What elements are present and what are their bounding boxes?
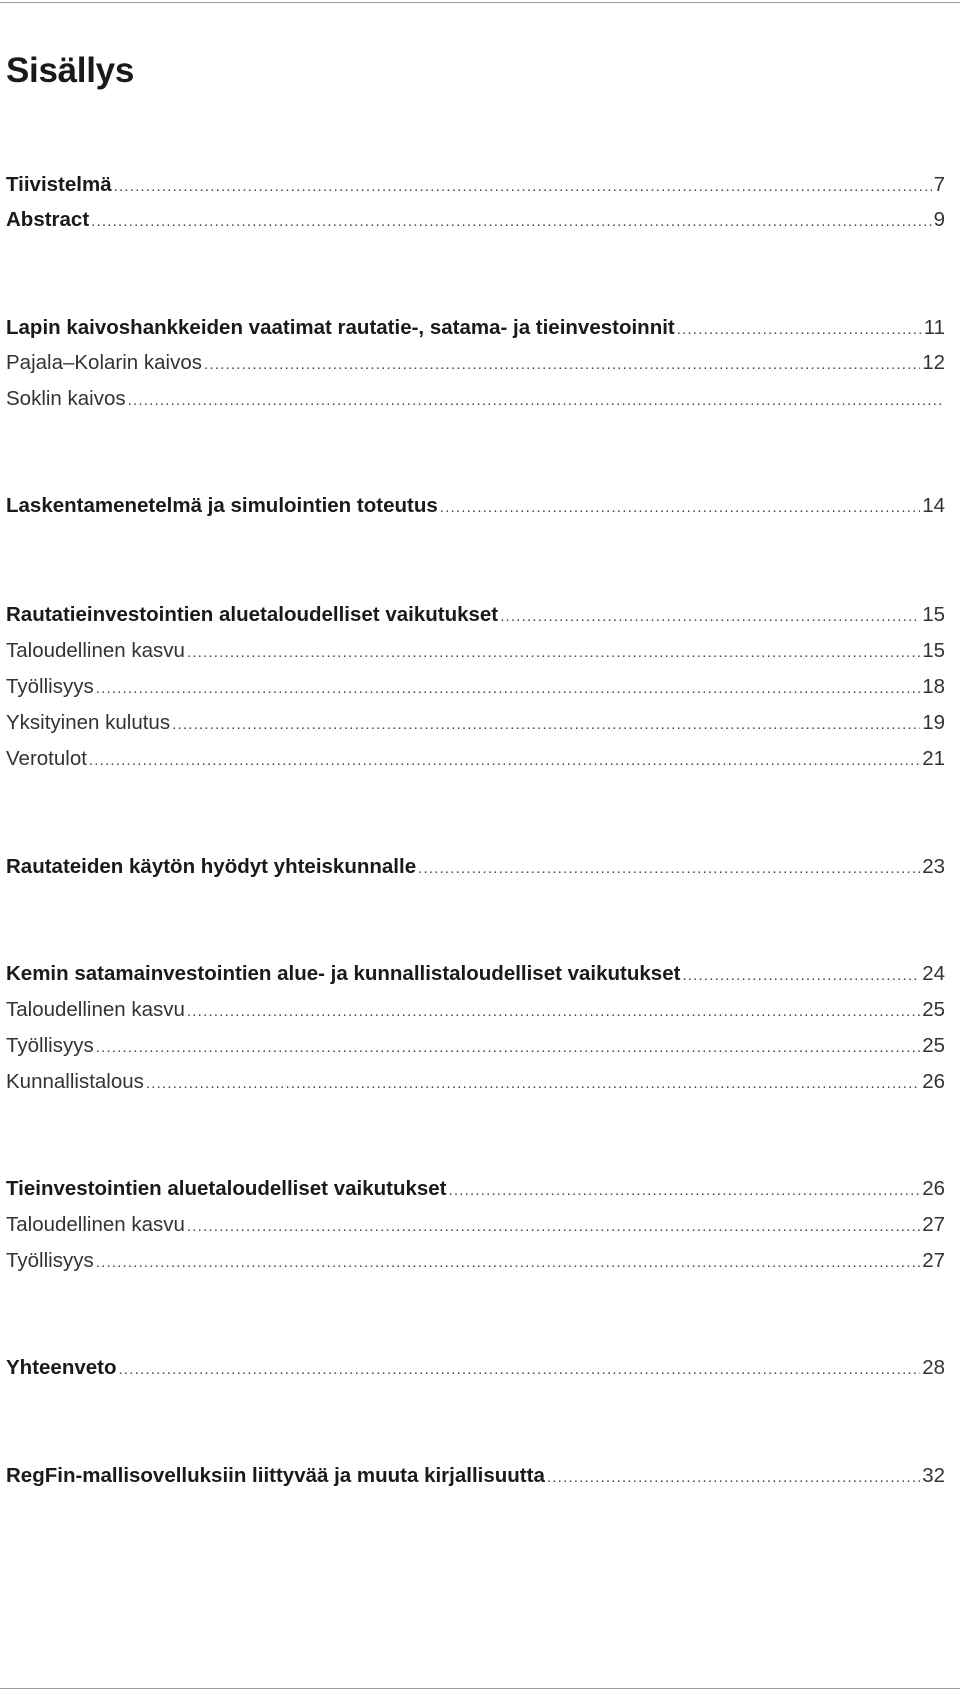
toc-entry-label: Lapin kaivoshankkeiden vaatimat rautatie-, satama- ja tieinvestoinnit bbox=[6, 316, 675, 339]
toc-leader-dots bbox=[187, 638, 920, 668]
bottom-rule bbox=[0, 1688, 960, 1689]
toc-entry-lapin-kaivoshankkeet[interactable] bbox=[6, 313, 945, 343]
toc-entry-label: Rautatieinvestointien aluetaloudelliset vaikutukset bbox=[6, 603, 499, 626]
toc-entry-label: Taloudellinen kasvu bbox=[6, 1213, 185, 1236]
toc-entry-rautateiden-hyodyt[interactable] bbox=[6, 852, 945, 882]
toc-entry-abstract[interactable] bbox=[6, 205, 945, 235]
toc-entry-taloudellinen-kasvu[interactable] bbox=[6, 1210, 945, 1240]
toc-leader-dots bbox=[96, 1248, 920, 1278]
toc-entry-page: 25 bbox=[922, 998, 945, 1021]
toc-entry-label: Työllisyys bbox=[6, 1034, 94, 1057]
toc-leader-dots bbox=[547, 1463, 920, 1493]
toc-entry-rautatieinvestoinnit[interactable] bbox=[6, 600, 945, 630]
toc-entry-label: Taloudellinen kasvu bbox=[6, 639, 185, 662]
toc-entry-label: Työllisyys bbox=[6, 1249, 94, 1272]
toc-entry-page: 18 bbox=[922, 675, 945, 698]
toc-entry-tyollisyys[interactable] bbox=[6, 672, 945, 702]
toc-entry-page: 21 bbox=[922, 747, 945, 770]
toc-entry-tiivistelma[interactable] bbox=[6, 170, 945, 200]
toc-entry-label: Pajala–Kolarin kaivos bbox=[6, 351, 203, 374]
toc-entry-label: Taloudellinen kasvu bbox=[6, 998, 185, 1021]
toc-leader-dots bbox=[682, 961, 920, 991]
toc-leader-dots bbox=[119, 1355, 921, 1385]
toc-entry-kunnallistalous[interactable] bbox=[6, 1067, 945, 1097]
toc-entry-kirjallisuus[interactable] bbox=[6, 1461, 945, 1491]
toc-leader-dots bbox=[449, 1176, 921, 1206]
toc-entry-page: 15 bbox=[922, 603, 945, 626]
toc-entry-label: Kunnallistalous bbox=[6, 1070, 144, 1093]
toc-entry-page: 19 bbox=[922, 711, 945, 734]
toc-leader-dots bbox=[440, 493, 920, 523]
toc-entry-label: Tieinvestointien aluetaloudelliset vaikutukset bbox=[6, 1177, 447, 1200]
toc-entry-label: Rautateiden käytön hyödyt yhteiskunnalle bbox=[6, 855, 417, 878]
page-title: Sisällys bbox=[6, 51, 134, 90]
toc-entry-page: 15 bbox=[922, 639, 945, 662]
toc-leader-dots bbox=[204, 350, 920, 380]
toc-leader-dots bbox=[89, 746, 920, 776]
toc-entry-kemin-satama[interactable] bbox=[6, 959, 945, 989]
toc-entry-yksityinen-kulutus[interactable] bbox=[6, 708, 945, 738]
toc-entry-page: 25 bbox=[922, 1034, 945, 1057]
toc-leader-dots bbox=[146, 1069, 920, 1099]
toc-entry-label: Yksityinen kulutus bbox=[6, 711, 171, 734]
toc-leader-dots bbox=[91, 207, 931, 237]
toc-entry-tyollisyys[interactable] bbox=[6, 1246, 945, 1276]
toc-leader-dots bbox=[500, 602, 920, 632]
toc-leader-dots bbox=[128, 386, 943, 416]
toc-entry-page: 9 bbox=[933, 208, 945, 231]
toc-entry-page: 27 bbox=[922, 1249, 945, 1272]
toc-leader-dots bbox=[96, 674, 920, 704]
toc-entry-page: 12 bbox=[922, 351, 945, 374]
toc-entry-page: 11 bbox=[923, 316, 945, 339]
top-rule bbox=[0, 2, 960, 3]
toc-entry-label: Yhteenveto bbox=[6, 1356, 117, 1379]
toc-entry-page: 27 bbox=[922, 1213, 945, 1236]
toc-entry-taloudellinen-kasvu[interactable] bbox=[6, 636, 945, 666]
toc-leader-dots bbox=[418, 854, 920, 884]
toc-entry-label: Verotulot bbox=[6, 747, 87, 770]
toc-leader-dots bbox=[187, 997, 920, 1027]
toc-leader-dots bbox=[677, 315, 922, 345]
toc-leader-dots bbox=[114, 172, 932, 202]
toc-entry-page: 28 bbox=[922, 1356, 945, 1379]
toc-entry-label: Kemin satamainvestointien alue- ja kunnallistaloudelliset vaikutukset bbox=[6, 962, 681, 985]
toc-entry-laskentamenetelma[interactable] bbox=[6, 491, 945, 521]
toc-entry-taloudellinen-kasvu[interactable] bbox=[6, 995, 945, 1025]
toc-entry-sokli[interactable] bbox=[6, 384, 945, 414]
toc-entry-page: 23 bbox=[922, 855, 945, 878]
toc-entry-label: Tiivistelmä bbox=[6, 173, 112, 196]
toc-entry-label: Abstract bbox=[6, 208, 90, 231]
toc-entry-label: Soklin kaivos bbox=[6, 387, 126, 410]
toc-entry-page: 26 bbox=[922, 1177, 945, 1200]
toc-entry-tieinvestoinnit[interactable] bbox=[6, 1174, 945, 1204]
toc-entry-page: 24 bbox=[922, 962, 945, 985]
toc-entry-page: 7 bbox=[933, 173, 945, 196]
toc-entry-label: RegFin-mallisovelluksiin liittyvää ja muuta kirjallisuutta bbox=[6, 1464, 545, 1487]
toc-entry-pajala-kolari[interactable] bbox=[6, 348, 945, 378]
toc-entry-page: 14 bbox=[922, 494, 945, 517]
toc-entry-page: 32 bbox=[922, 1464, 945, 1487]
toc-entry-page: 26 bbox=[922, 1070, 945, 1093]
toc-entry-label: Laskentamenetelmä ja simulointien toteutus bbox=[6, 494, 438, 517]
toc-entry-tyollisyys[interactable] bbox=[6, 1031, 945, 1061]
toc-entry-yhteenveto[interactable] bbox=[6, 1353, 945, 1383]
toc-leader-dots bbox=[96, 1033, 920, 1063]
toc-entry-label: Työllisyys bbox=[6, 675, 94, 698]
toc-entry-verotulot[interactable] bbox=[6, 744, 945, 774]
toc-leader-dots bbox=[187, 1212, 920, 1242]
toc-leader-dots bbox=[172, 710, 920, 740]
